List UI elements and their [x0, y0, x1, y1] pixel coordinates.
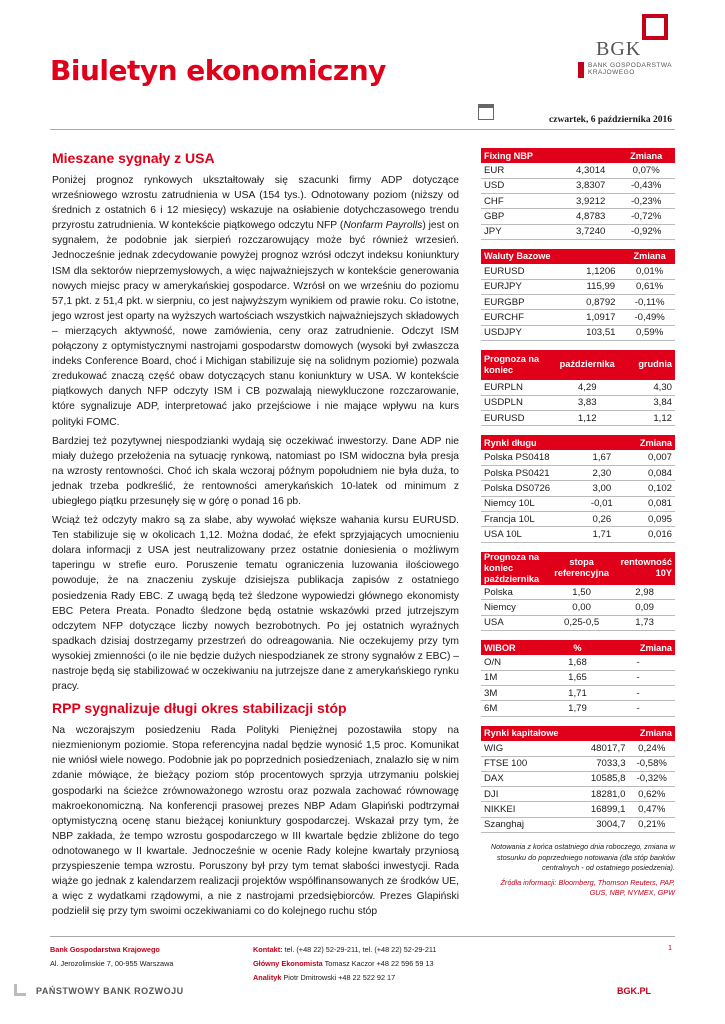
table-cell: CHF	[481, 194, 564, 209]
table-cell: 3,8307	[564, 178, 617, 193]
table-row	[481, 615, 675, 630]
table-cell: 0,62%	[629, 787, 675, 802]
table-row	[481, 496, 675, 511]
table-cell: EURUSD	[481, 411, 549, 426]
table-cell: -0,01	[582, 496, 621, 511]
table-row	[481, 802, 675, 817]
table-cell: FTSE 100	[481, 756, 579, 771]
table-cell: 3004,7	[579, 817, 629, 832]
table-cell: 0,081	[621, 496, 675, 511]
table-cell: 1,71	[582, 527, 621, 542]
table-cell: 4,8783	[564, 209, 617, 224]
footer-contact: Kontakt: tel. (+48 22) 52-29-211, tel. (+48 22) 52-29-211 Główny Ekonomista Tomasz Kaczor +48 22 596 59 13 Analityk Piotr Dmitrowski +48 22 522 92 17	[253, 945, 437, 982]
page-number: 1	[667, 943, 672, 952]
table-cell: USA	[481, 615, 549, 630]
table-row	[481, 512, 675, 527]
logo-subtitle: BANK GOSPODARSTWA KRAJOWEGO	[588, 62, 673, 76]
table-cell: 0,24%	[629, 741, 675, 756]
table-cell: USDJPY	[481, 325, 577, 340]
table-cell: 3,83	[549, 395, 625, 410]
calendar-icon	[478, 104, 494, 120]
logo-text: BGK	[596, 38, 642, 60]
bgk-logo	[578, 14, 688, 84]
table-row	[481, 395, 675, 410]
table-cell: 18281,0	[579, 787, 629, 802]
table-cell: JPY	[481, 224, 564, 239]
table-cell: 0,61%	[624, 279, 675, 294]
table-cell: 3,9212	[564, 194, 617, 209]
table-cell: 3M	[481, 686, 554, 701]
table-cell: 0,47%	[629, 802, 675, 817]
table-cell: 0,26	[582, 512, 621, 527]
rynki-kapitalowe-table: Rynki kapitałowe Zmiana WIG 48017,7 0,24% FTSE 100 7033,3 -0,58% DAX 10585,8 -0,32% DJI 18281,0 0,62% NIKKEI 16899,1 0,47% Szanghaj 3004,7 0,21%	[481, 726, 675, 833]
table-cell: 1,1206	[577, 264, 624, 279]
table-row	[481, 209, 675, 224]
table-row	[481, 655, 675, 670]
table-cell: 1,65	[554, 670, 602, 685]
table-cell: GBP	[481, 209, 564, 224]
table-cell: -0,72%	[617, 209, 675, 224]
table-row	[481, 756, 675, 771]
table-cell: EURJPY	[481, 279, 577, 294]
table-cell: EURPLN	[481, 380, 549, 395]
table-cell: -	[601, 701, 675, 716]
table-cell: DJI	[481, 787, 579, 802]
table-cell: 0,09	[614, 600, 675, 615]
table-cell: 1,12	[625, 411, 675, 426]
table-cell: 0,00	[549, 600, 614, 615]
paragraph: Poniżej prognoz rynkowych ukształtowały się szacunki firmy ADP dotyczące wrześniowego wzrostu zatrudnienia w USA (154 tys.). Odnotowany poziom (niższy od średnich z ostatnich 6 i 12 miesięcy) wskazuje na osłabienie dotychczasowego trendu przyrostu zatrudnienia. W kontekście piątkowego odczytu NFP (Nonfarm Payrolls) jest on sygnałem, że podobnie jak sierpień rozczarowujący może być również wrzesień. Jednocześnie jednak zdecydowanie powyżej prognoz wzrósł odczyt indeksu koniunktury ISM dla sektorów nieprzemysłowych, a więc najważniejszych w kontekście generowania nowych miejsc pracy w amerykańskiej gospodarce. Wzrósł on we wrześniu do poziomu 57,1 pkt. z 51,4 pkt. w sierpniu, co jest najwyższym wynikiem od prawie roku. Co istotne, jego wzrost jest oparty na wyższych wartościach wszystkich najważniejszych składowych – mierzących aktywność, nowe zamówienia, ceny oraz zatrudnienie. Odczyt ISM połączony z optymistycznymi nastrojami gospodarstw domowych (wysoki był zwłaszcza indeks Conference Board, choć i Michigan stabilizuje się na solidnym poziomie) pozwala zredukować znaczą część obaw dotyczących stanu koniunktury w USA. W kontekście piątkowych danych NFP odczyty ISM i CB pozwalają niewykluczone rozczarowanie, które sygnalizuje ADP, interpretować jako przejściowe i nie mające wpływu na kurs polityki FOMC.	[52, 175, 459, 428]
table-cell: 2,30	[582, 466, 621, 481]
table-cell: 4,3014	[564, 163, 617, 178]
table-cell: 0,59%	[624, 325, 675, 340]
table-cell: 0,095	[621, 512, 675, 527]
table-row	[481, 600, 675, 615]
table-cell: O/N	[481, 655, 554, 670]
table-cell: EURCHF	[481, 310, 577, 325]
section-heading-rpp: RPP sygnalizuje długi okres stabilizacji stóp	[52, 700, 347, 717]
table-row	[481, 279, 675, 294]
table-cell: 6M	[481, 701, 554, 716]
table-row	[481, 411, 675, 426]
table-row	[481, 670, 675, 685]
table-row	[481, 295, 675, 310]
table-cell: -0,43%	[617, 178, 675, 193]
table-row	[481, 527, 675, 542]
main-column	[52, 150, 459, 923]
page-title: Biuletyn ekonomiczny	[50, 54, 386, 87]
table-cell: 10585,8	[579, 771, 629, 786]
table-cell: 1,12	[549, 411, 625, 426]
table-cell: 3,84	[625, 395, 675, 410]
table-cell: Szanghaj	[481, 817, 579, 832]
table-cell: USDPLN	[481, 395, 549, 410]
table-cell: 48017,7	[579, 741, 629, 756]
table-cell: 103,51	[577, 325, 624, 340]
table-cell: 0,007	[621, 450, 675, 465]
table-cell: -	[601, 686, 675, 701]
table-cell: -	[601, 655, 675, 670]
table-cell: 0,016	[621, 527, 675, 542]
table-cell: -0,58%	[629, 756, 675, 771]
sidebar	[481, 148, 675, 899]
table-row	[481, 194, 675, 209]
table-cell: USA 10L	[481, 527, 582, 542]
logo-bar-icon	[578, 62, 584, 78]
wibor-table: WIBOR % Zmiana O/N 1,68 - 1M 1,65 - 3M 1,71 - 6M 1,79 -	[481, 640, 675, 717]
table-row	[481, 325, 675, 340]
table-row	[481, 264, 675, 279]
table-row	[481, 817, 675, 832]
table-cell: Francja 10L	[481, 512, 582, 527]
rynki-dlugu-table: Rynki długu Zmiana Polska PS0418 1,67 0,007 Polska PS0421 2,30 0,084 Polska DS0726 3,00 0,102 Niemcy 10L -0,01 0,081 Francja 10L 0,26 0,095 USA 10L 1,71 0,016	[481, 435, 675, 542]
section-heading-usa: Mieszane sygnały z USA	[52, 150, 215, 166]
footer-address: Bank Gospodarstwa Krajowego Al. Jerozolimskie 7, 00-955 Warszawa	[50, 945, 174, 968]
stopy-table: Prognoza na koniec października stopa referencyjna rentowność 10Y Polska 1,50 2,98 Niemcy 0,00 0,09 USA 0,25-0,5 1,73	[481, 552, 675, 631]
table-cell: DAX	[481, 771, 579, 786]
table-cell: EURUSD	[481, 264, 577, 279]
table-cell: 0,21%	[629, 817, 675, 832]
table-cell: NIKKEI	[481, 802, 579, 817]
prognoza-table: Prognoza na koniec października grudnia EURPLN 4,29 4,30 USDPLN 3,83 3,84 EURUSD 1,12 1,12	[481, 350, 675, 426]
date-bar	[50, 102, 675, 130]
table-cell: 16899,1	[579, 802, 629, 817]
footer	[50, 936, 675, 982]
table-cell: 1M	[481, 670, 554, 685]
waluty-table: Waluty Bazowe Zmiana EURUSD 1,1206 0,01% EURJPY 115,99 0,61% EURGBP 0,8792 -0,11% EURCHF 1,0917 -0,49% USDJPY 103,51 0,59%	[481, 249, 675, 341]
table-cell: 0,25-0,5	[549, 615, 614, 630]
table-cell: -0,32%	[629, 771, 675, 786]
paragraph: Na wczorajszym posiedzeniu Rada Polityki Pieniężnej pozostawiła stopy na niezmienionym poziomie. Stopa referencyjna nadal będzie wynosić 1,5 proc. Komunikat nie wniósł wiele nowego. Podobnie jak po poprzednich posiedzeniach, znalazło się w nim zdanie mówiące, że bieżący poziom stóp procentowych sprzyja utrzymaniu polskiej gospodarki na ścieżce zrównoważonego wzrostu oraz pozwala zachować równowagę makroekonomiczną. Na konferencji prasowej prezes NBP Adam Glapiński podtrzymał optymistyczną ocenę stanu bieżącej koniunktury gospodarczej. Wskazał przy tym, że NBP zakłada, że tempo wzrostu gospodarczego w III kwartale będzie zbliżone do tego odnotowanego w II kwartale. Jednocześnie w ocenie Rady kolejne kwartały przyniosą przyspieszenie tempa wzrostu. Poruszony był przy tym temat słabości inwestycji. Rada wiąże go jednak z kalendarzem realizacji projektów współfinansowanych ze środków UE, a więc z wydatkami rządowymi, a nie z nastrojami przedsiębiorców. Prezes Glapiński podzielił się przy tym swoimi oczekiwaniami co do kolejnego ruchu stóp	[52, 725, 459, 918]
table-cell: Polska	[481, 585, 549, 600]
table-row	[481, 585, 675, 600]
pbr-logo: PAŃSTWOWY BANK ROZWOJU	[14, 984, 214, 1000]
table-row	[481, 771, 675, 786]
table-cell: 0,01%	[624, 264, 675, 279]
table-row	[481, 310, 675, 325]
sources-note: Źródła informacji: Bloomberg, Thomson Reuters, PAP, GUS, NBP, NYMEX, GPW	[500, 877, 675, 897]
table-cell: 1,50	[549, 585, 614, 600]
table-cell: 2,98	[614, 585, 675, 600]
table-cell: 1,73	[614, 615, 675, 630]
table-cell: 1,68	[554, 655, 602, 670]
table-cell: 0,102	[621, 481, 675, 496]
table-row	[481, 787, 675, 802]
table-cell: Polska PS0418	[481, 450, 582, 465]
paragraph: Bardziej też pozytywnej niespodzianki wydają się oczekiwać inwestorzy. Dane ADP nie miały dużego przełożenia na sytuację rynkową, natomiast po ISM widoczna była presja na wzrosty rentowności. Choć ich skala wczoraj późnym popołudniem nie była duża, to jednak trzeba podkreślić, że rentowności amerykańskich 10-latek od minimum z ubiegłego piątku przesunęły się w górę o ponad 16 pb.	[52, 435, 459, 507]
table-cell: EUR	[481, 163, 564, 178]
table-row	[481, 701, 675, 716]
table-cell: 0,084	[621, 466, 675, 481]
table-cell: 1,67	[582, 450, 621, 465]
table-row	[481, 224, 675, 239]
fixing-table: Fixing NBP Zmiana EUR 4,3014 0,07% USD 3,8307 -0,43% CHF 3,9212 -0,23% GBP 4,8783 -0,72% JPY 3,7240 -0,92%	[481, 148, 675, 240]
table-cell: WIG	[481, 741, 579, 756]
table-cell: 1,71	[554, 686, 602, 701]
table-row	[481, 686, 675, 701]
table-row	[481, 380, 675, 395]
table-cell: 0,8792	[577, 295, 624, 310]
table-cell: -0,11%	[624, 295, 675, 310]
table-notes: Notowania z końca ostatniego dnia roboczego, zmiana w stosunku do poprzedniego notowania (dla stóp banków centralnych - od ostatniego posiedzenia).	[490, 842, 675, 872]
table-cell: 3,7240	[564, 224, 617, 239]
table-cell: EURGBP	[481, 295, 577, 310]
paragraph: Wciąż też odczyty makro są za słabe, aby wywołać większe wahania kursu EURUSD. Ten stabilizuje się w okolicach 1,12. Można dodać, że efekt sprzyjających umocnieniu dolara informacji z USA jest neutralizowany przez ostatnie doniesienia o możliwym taperingu w strefie euro. Poruszenie tematu ograniczenia luzowania ilościowego powoduje, że na znaczeniu zyskuje dzisiejsza publikacja zapisów z ostatniego posiedzenia Rady EBC. Z uwagą będą też śledzone wypowiedzi głównego ekonomisty EBC Petera Preata. Ponadto śledzone będą ostatnie wskazówki przed jutrzejszym odczytem NFP dotyczące liczby nowych bezrobotnych. Po jej ostatnich wyraźnych spadkach dzisiaj dostrzegamy przestrzeń do odreagowania. Nie oczekujemy przy tym wysokiej zmienności (o ile nie będzie dużych niespodzianek ze strony sygnałów z EBC) – nastroje będą się stabilizować w oczekiwaniu na jutrzejsze dane z amerykańskiego rynku pracy.	[52, 515, 459, 693]
table-row	[481, 741, 675, 756]
bgk-link[interactable]: BGK.PL	[617, 986, 652, 996]
table-cell: 3,00	[582, 481, 621, 496]
table-cell: 4,29	[549, 380, 625, 395]
table-cell: 0,07%	[617, 163, 675, 178]
publication-date: czwartek, 6 października 2016	[549, 115, 672, 125]
pbr-mark-icon	[14, 984, 26, 996]
table-row	[481, 481, 675, 496]
table-cell: Polska DS0726	[481, 481, 582, 496]
table-cell: -0,92%	[617, 224, 675, 239]
table-cell: 1,0917	[577, 310, 624, 325]
logo-square-icon	[642, 14, 668, 40]
table-row	[481, 450, 675, 465]
table-cell: Niemcy	[481, 600, 549, 615]
table-cell: 7033,3	[579, 756, 629, 771]
table-cell: 4,30	[625, 380, 675, 395]
table-row	[481, 163, 675, 178]
table-cell: Niemcy 10L	[481, 496, 582, 511]
table-cell: -	[601, 670, 675, 685]
table-cell: USD	[481, 178, 564, 193]
table-cell: -0,49%	[624, 310, 675, 325]
table-cell: Polska PS0421	[481, 466, 582, 481]
table-row	[481, 466, 675, 481]
table-cell: 1,79	[554, 701, 602, 716]
table-cell: -0,23%	[617, 194, 675, 209]
table-cell: 115,99	[577, 279, 624, 294]
table-row	[481, 178, 675, 193]
